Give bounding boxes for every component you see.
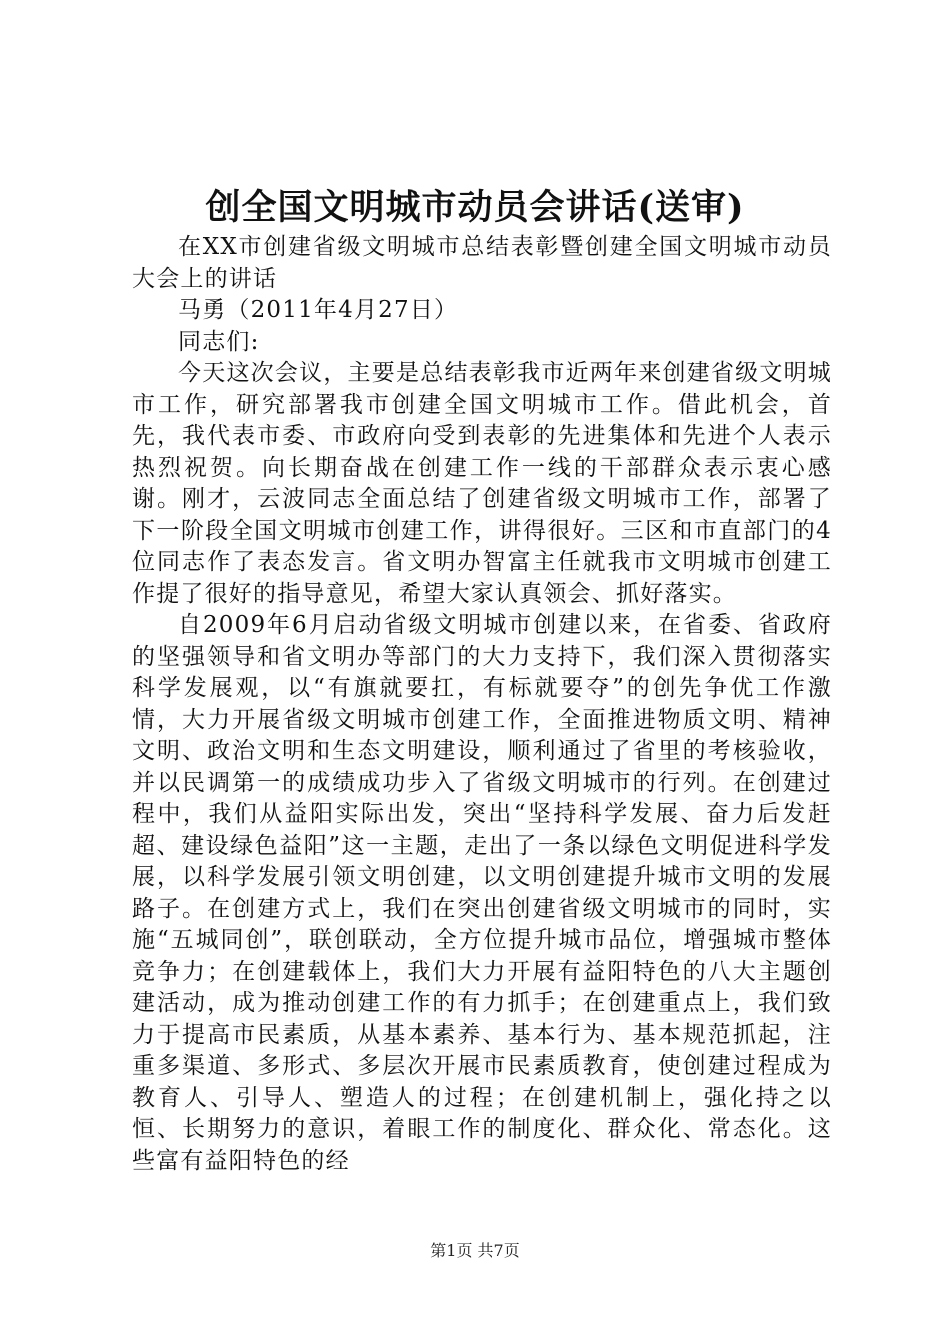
document-body	[132, 232, 832, 1177]
salutation: 同志们:	[178, 328, 260, 355]
body-paragraph: 自2009年6月启动省级文明城市创建以来，在省委、省政府的坚强领导和省文明办等部门的大力支持下，我们深入贯彻落实科学发展观，以“有旗就要扛，有标就要夺”的创先争优工作激情，大力开展省级文明城市创建工作，全面推进物质文明、精神文明、政治文明和生态文明建设，顺利通过了省里的考核验收，并以民调第一的成绩成功步入了省级文明城市的行列。在创建过程中，我们从益阳实际出发，突出“坚持科学发展、奋力后发赶超、建设绿色益阳”这一主题，走出了一条以绿色文明促进科学发展，以科学发展引领文明创建，以文明创建提升城市文明的发展路子。在创建方式上，我们在突出创建省级文明城市的同时，实施“五城同创”，联创联动，全方位提升城市品位，增强城市整体竞争力；在创建载体上，我们大力开展有益阳特色的八大主题创建活动，成为推动创建工作的有力抓手；在创建重点上，我们致力于提高市民素质，从基本素养、基本行为、基本规范抓起，注重多渠道、多形式、多层次开展市民素质教育，使创建过程成为教育人、引导人、塑造人的过程；在创建机制上，强化持之以恒、长期努力的意识，着眼工作的制度化、群众化、常态化。这些富有益阳特色的经	[132, 612, 832, 1174]
speech-subtitle: 在XX市创建省级文明城市总结表彰暨创建全国文明城市动员大会上的讲话	[132, 234, 832, 292]
body-paragraph: 今天这次会议，主要是总结表彰我市近两年来创建省级文明城市工作，研究部署我市创建全国文明城市工作。借此机会，首先，我代表市委、市政府向受到表彰的先进集体和先进个人表示热烈祝贺。向长期奋战在创建工作一线的干部群众表示衷心感谢。刚才，云波同志全面总结了创建省级文明城市工作，部署了下一阶段全国文明城市创建工作，讲得很好。三区和市直部门的4位同志作了表态发言。省文明办智富主任就我市文明城市创建工作提了很好的指导意见，希望大家认真领会、抓好落实。	[132, 360, 832, 607]
page-number-footer: 第1页 共7页	[430, 1241, 520, 1260]
document-title: 创全国文明城市动员会讲话(送审)	[205, 187, 745, 228]
speaker-date-line: 马勇（2011年4月27日）	[178, 297, 459, 323]
